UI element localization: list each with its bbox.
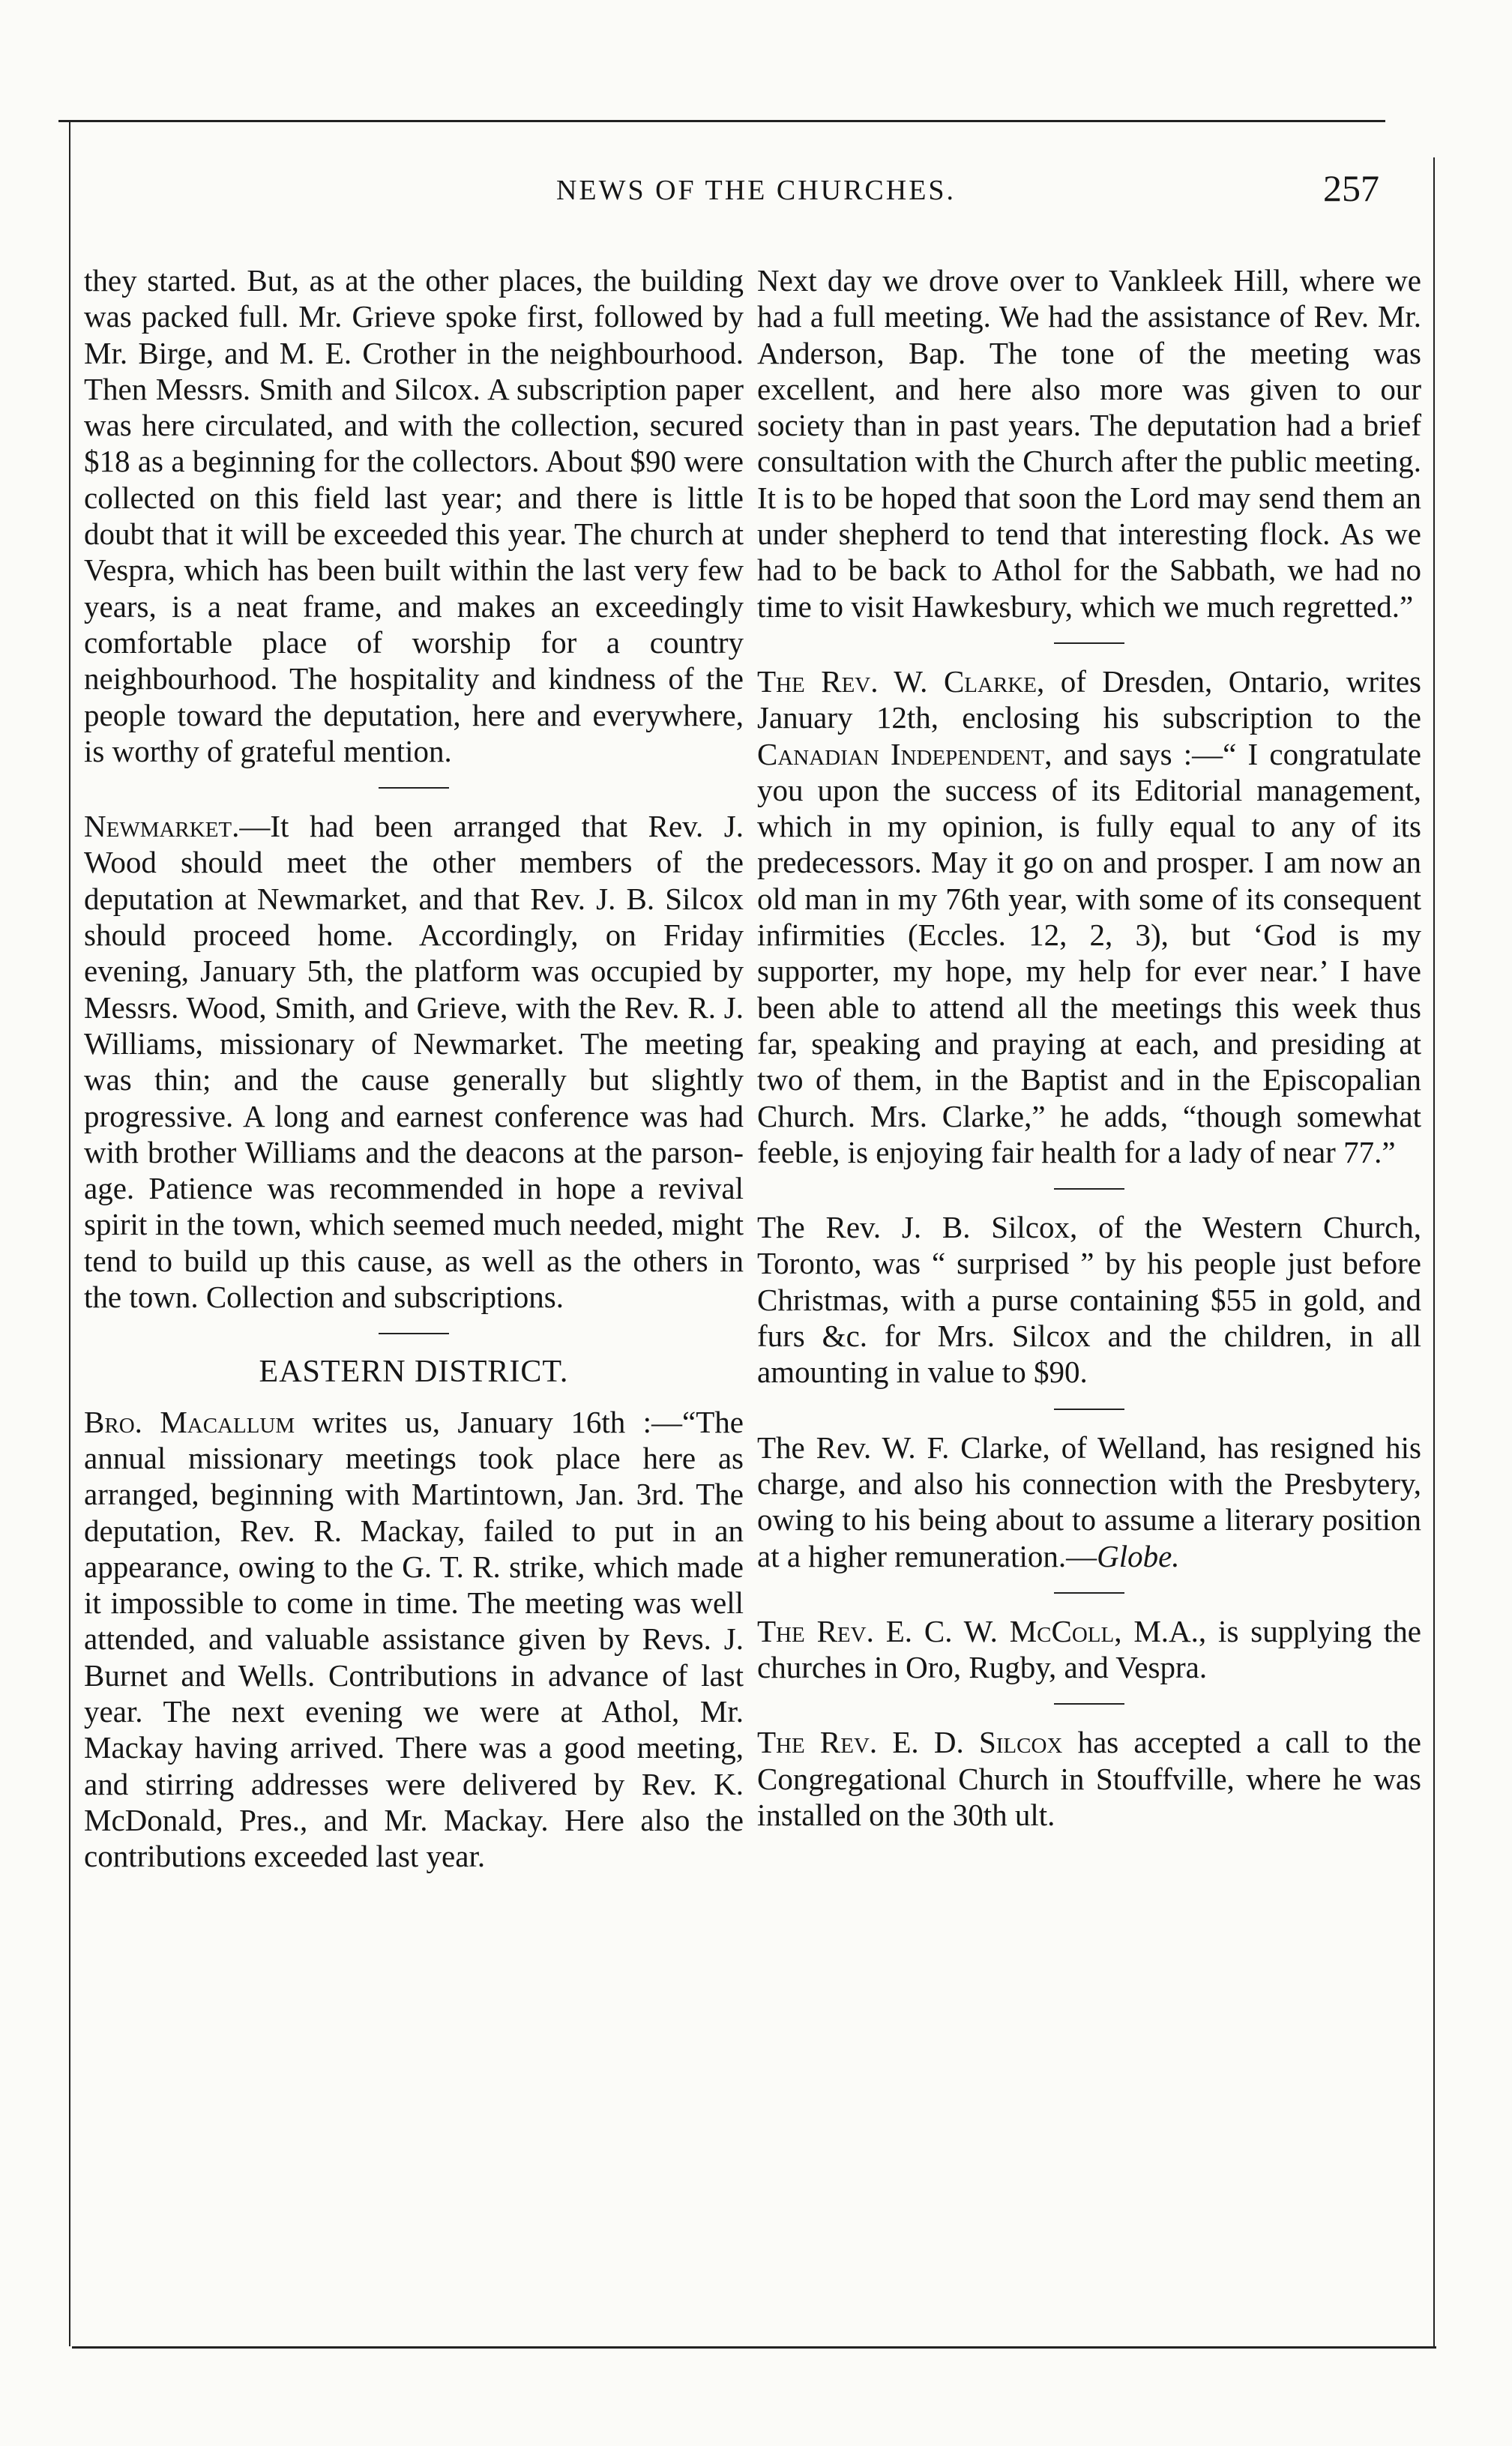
mccoll-text: is supplying the churches in Oro, Rugby, and Vespra. (757, 1613, 1421, 1685)
clarke-welland-text: The Rev. W. F. Clarke, of Welland, has resigned his charge, and also his connection with the Presbytery, owing to his being about to assume a literary position at a higher remuneration.— (757, 1430, 1421, 1573)
newmarket-paragraph (84, 808, 744, 1315)
separator-rule (1054, 1409, 1124, 1410)
section-heading: EASTERN DISTRICT. (259, 1355, 569, 1390)
silcox-text: has accepted a call to the Congregational Church in Stouffville, where he was installed on the 30th ult. (757, 1725, 1422, 1832)
separator-rule (1054, 642, 1124, 644)
silcox-lead: The Rev. E. D. Silcox (757, 1725, 1063, 1760)
top-rule (58, 120, 1385, 122)
left-border (69, 121, 70, 2346)
bottom-rule (72, 2346, 1436, 2349)
newmarket-lead: Newmarket. (84, 809, 240, 844)
publication-name: Canadian Independent, (757, 736, 1052, 771)
clarke-welland-paragraph (757, 1430, 1421, 1574)
silcox-stouffville-paragraph (757, 1724, 1421, 1833)
vespra-paragraph: they started. But, as at the other places, the building was packed full. Mr. Grieve spoke first, followed by Mr. Birge, and M. E. Crother in the neighbourhood. Then Messrs. Smith and Silcox. A subscription paper was here circulated, and with the collection, secured $18 as a beginning for the collectors. About $90 were collected on this field last year; and there is little doubt that it will be exceeded this year. The church at Vespra, which has been built within the last very few years, is a neat frame, and makes an exceedingly comfortable place of worship for a country neighbourhood. The hospitality and kindness of the people toward the deputation, here and everywhere, is worthy of grateful mention. (84, 263, 744, 768)
separator-rule (379, 787, 449, 789)
separator-rule (379, 1333, 449, 1334)
globe-source: Globe. (1097, 1538, 1180, 1573)
clarke-dresden-paragraph (757, 663, 1421, 1170)
separator-rule (1054, 1592, 1124, 1594)
clarke-lead: The Rev. W. Clarke, (757, 663, 1045, 699)
macallum-paragraph (84, 1404, 744, 1875)
mccoll-paragraph (757, 1613, 1421, 1686)
silcox-toronto-paragraph: The Rev. J. B. Silcox, of the Western Church, Toronto, was “ surprised ” by his people just before Christmas, with a purse containing $55 in gold, and furs &c. for Mrs. Silcox and the children, in all amounting in value to $90. (757, 1210, 1421, 1390)
clarke-text-a: of Dresden, Ontario, writes January 12th, enclosing his subscription to the (757, 663, 1421, 735)
newmarket-text: —It had been arranged that Rev. J. Wood should meet the other members of the deputation at Newmarket, and that Rev. J. B. Silcox should proceed home. Accordingly, on Friday evening, January 5th, the platform was occupied by Messrs. Wood, Smith, and Grieve, with the Rev. R. J. Williams, missionary of Newmarket. The meeting was thin; and the cause generally but slightly progressive. A long and earnest conference was had with brother Williams and the deacons at the parsonage. Patience was recommended in hope a revival spirit in the town, which seemed much needed, might tend to build up this cause, as well as the others in the town. Collection and subscriptions. (84, 809, 744, 1315)
mccoll-lead: The Rev. E. C. W. McColl, M.A., (757, 1613, 1207, 1648)
page-number: 257 (1323, 167, 1379, 209)
clarke-text-b: and says :—“ I congratulate you upon the success of its Editorial management, which in my opinion, is fully equal to any of its predecessors. May it go on and prosper. I am now an old man in my 76th year, with some of its consequent infirmities (Eccles. 12, 2, 3), but ‘God is my supporter, my hope, my help for ever near.’ I have been able to attend all the meetings this week thus far, speaking and praying at each, and presiding at two of them, in the Baptist and in the Episcopalian Church. Mrs. Clarke,” he adds, “though somewhat feeble, is enjoying fair health for a lady of near 77.” (757, 736, 1422, 1169)
macallum-lead: Bro. Macallum (84, 1404, 295, 1439)
vankleek-paragraph: Next day we drove over to Vankleek Hill, where we had a full meeting. We had the assistance of Rev. Mr. Anderson, Bap. The tone of the meeting was excellent, and here also more was given to our society than in past years. The deputation had a brief consultation with the Church after the public meeting. It is to be hoped that soon the Lord may send them an under shepherd to tend that interesting flock. As we had to be back to Athol for the Sabbath, we had no time to visit Hawkesbury, which we much regretted.” (757, 263, 1421, 624)
running-header: NEWS OF THE CHURCHES. (555, 175, 957, 206)
separator-rule (1054, 1703, 1124, 1705)
separator-rule (1054, 1188, 1124, 1190)
right-border (1433, 157, 1435, 2346)
right-column (757, 262, 1421, 1833)
left-column (84, 262, 744, 1874)
macallum-text: writes us, January 16th :—“The annual missionary meetings took place here as arranged, beginning with Martintown, Jan. 3rd. The deputation, Rev. R. Mackay, failed to put in an appearance, owing to the G. T. R. strike, which made it impossible to come in time. The meeting was well attended, and valuable assistance given by Revs. J. Burnet and Wells. Contributions in advance of last year. The next evening we were at Athol, Mr. Mackay having arrived. There was a good meeting, and stirring addresses were delivered by Rev. K. McDonald, Pres., and Mr. Mackay. Here also the contributions exceeded last year. (84, 1404, 744, 1874)
